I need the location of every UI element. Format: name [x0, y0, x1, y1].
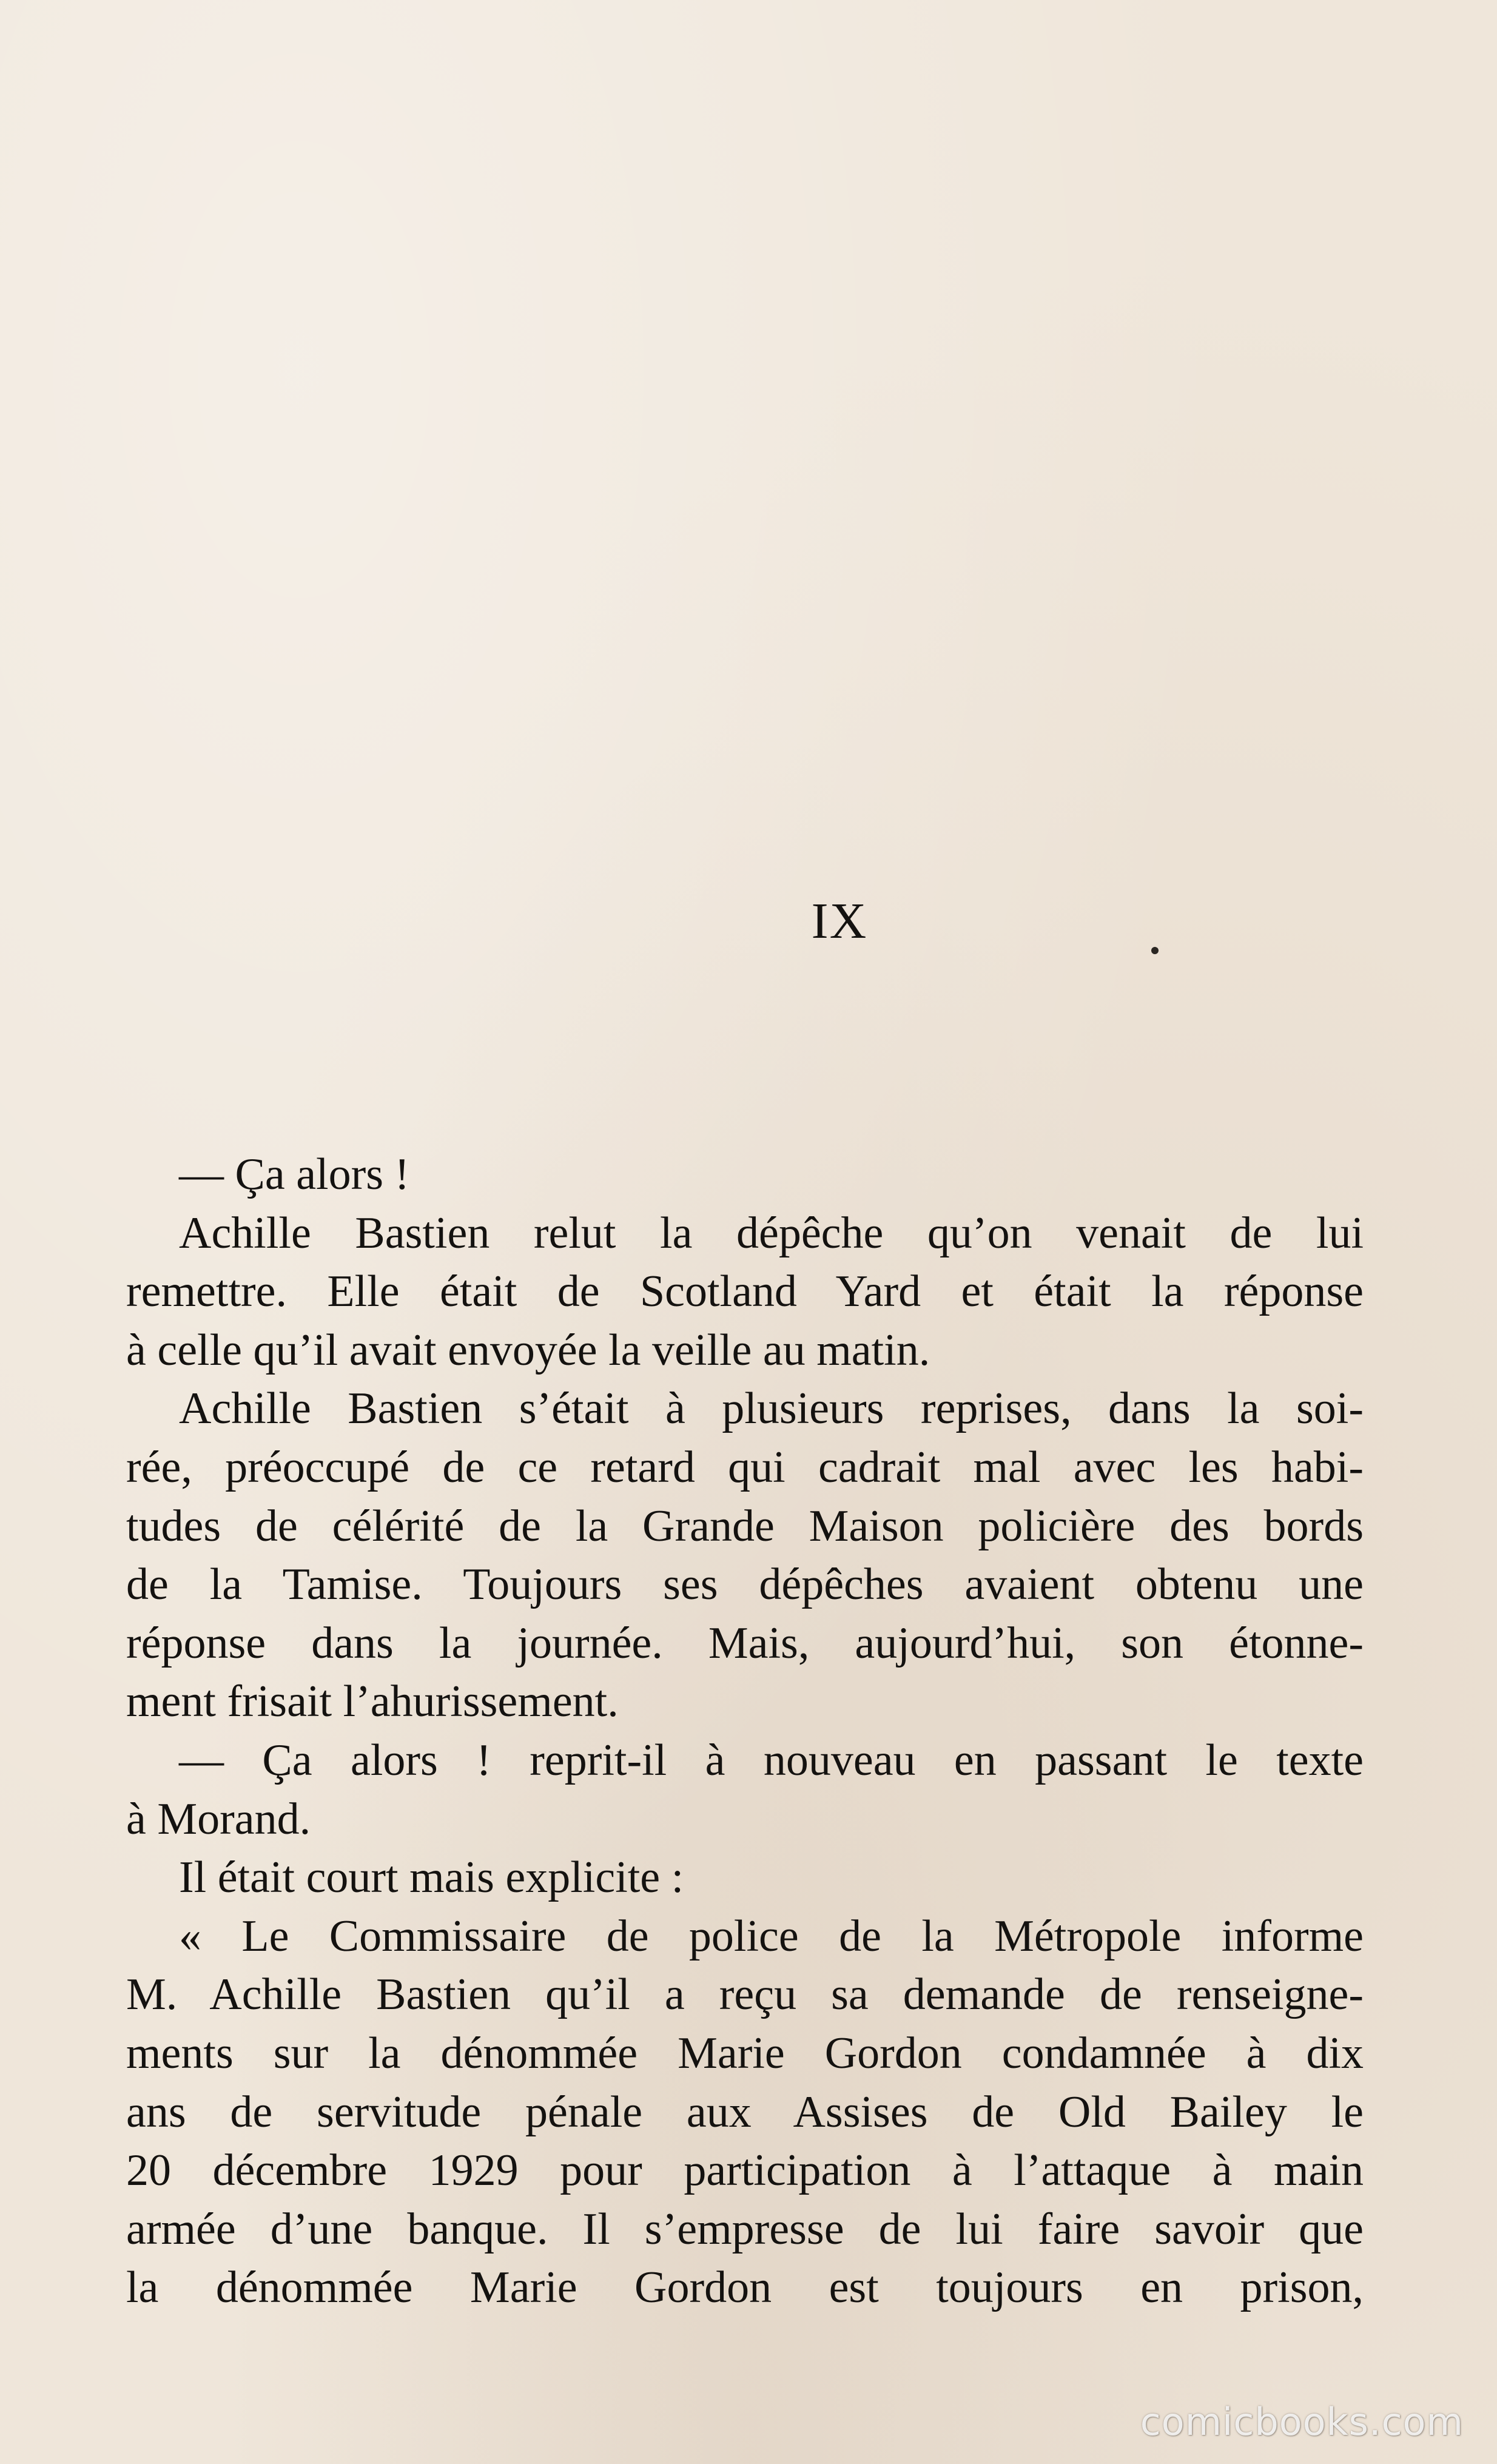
text-line: — Ça alors !: [179, 1150, 410, 1199]
text-line: tudes de célérité de la Grande Maison policière des bords: [126, 1501, 1364, 1551]
watermark: comicbooks.com: [1140, 2400, 1464, 2444]
text-line: à Morand.: [126, 1794, 311, 1844]
text-line: ment frisait l’ahurissement.: [126, 1677, 619, 1727]
text-line: M. Achille Bastien qu’il a reçu sa demande de renseigne-: [126, 1970, 1364, 2020]
text-line: à celle qu’il avait envoyée la veille au matin.: [126, 1325, 930, 1375]
text-line: Achille Bastien relut la dépêche qu’on venait de lui: [179, 1208, 1364, 1258]
text-line: armée d’une banque. Il s’empresse de lui faire savoir que: [126, 2204, 1364, 2254]
text-line: ans de servitude pénale aux Assises de Old Bailey le: [126, 2087, 1364, 2137]
text-line: Il était court mais explicite :: [179, 1853, 684, 1903]
text-line: ments sur la dénommée Marie Gordon condamnée à dix: [126, 2028, 1364, 2078]
text-line: Achille Bastien s’était à plusieurs reprises, dans la soi-: [179, 1384, 1364, 1434]
text-line: « Le Commissaire de police de la Métropole informe: [179, 1911, 1364, 1961]
text-line: la dénommée Marie Gordon est toujours en prison,: [126, 2263, 1364, 2313]
text-line: de la Tamise. Toujours ses dépêches avaient obtenu une: [126, 1560, 1364, 1610]
chapter-title: IX: [811, 893, 868, 949]
body-text: [126, 1145, 1364, 2317]
text-line: remettre. Elle était de Scotland Yard et était la réponse: [126, 1267, 1364, 1317]
text-line: réponse dans la journée. Mais, aujourd’hui, son étonne-: [126, 1618, 1364, 1668]
ink-speck: [1151, 947, 1159, 954]
text-line: 20 décembre 1929 pour participation à l’attaque à main: [126, 2146, 1364, 2196]
text-line: rée, préoccupé de ce retard qui cadrait mal avec les habi-: [126, 1442, 1364, 1492]
text-line: — Ça alors ! reprit-il à nouveau en passant le texte: [179, 1735, 1364, 1785]
